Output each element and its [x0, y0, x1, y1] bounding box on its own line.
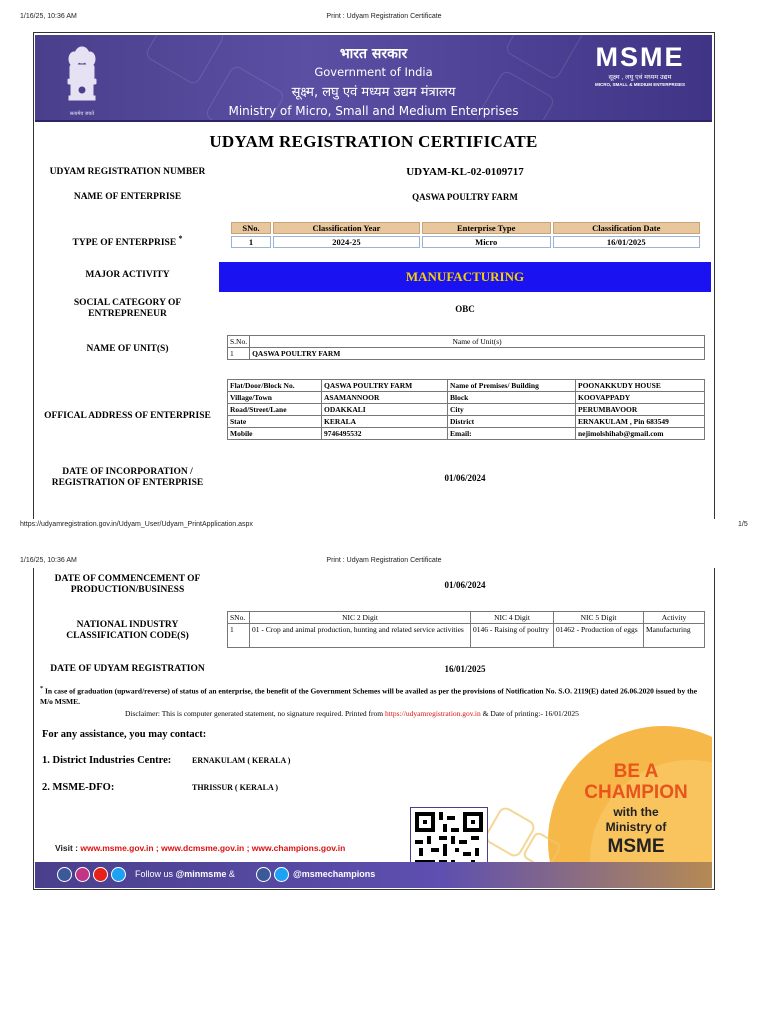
table-header: NIC 2 Digit: [250, 612, 471, 624]
champion-line5: MSME: [607, 836, 665, 857]
incorporation-label-line2: REGISTRATION OF ENTERPRISE: [51, 478, 204, 488]
certificate-title: UDYAM REGISTRATION CERTIFICATE: [209, 132, 538, 151]
handle-minmsme[interactable]: @minmsme: [175, 869, 227, 879]
reg-number-value: UDYAM-KL-02-0109717: [406, 166, 524, 178]
table-cell: 01 - Crop and animal production, hunting and related service activities: [250, 624, 471, 648]
enterprise-name-label: NAME OF ENTERPRISE: [73, 192, 182, 202]
msme-logo-hindi: सूक्ष्म , लघु एवं मध्यम उद्यम: [608, 74, 672, 81]
social-category-label-line1: SOCIAL CATEGORY OF: [73, 298, 182, 308]
assistance-heading: For any assistance, you may contact:: [42, 729, 207, 740]
table-cell: ERNAKULAM , Pin 683549: [576, 416, 705, 428]
facebook-icon[interactable]: [256, 867, 271, 882]
enterprise-type-mark: *: [178, 234, 183, 243]
table-cell: Name of Premises/ Building: [448, 380, 576, 392]
incorporation-value: 01/06/2024: [444, 473, 486, 483]
social-category-label: [40, 298, 215, 320]
follow-us: [135, 869, 235, 879]
print-footer-url[interactable]: https://udyamregistration.gov.in/Udyam_User/Udyam_PrintApplication.aspx: [20, 521, 253, 528]
table-header: NIC 5 Digit: [554, 612, 644, 624]
ministry-text: Ministry of Micro, Small and Medium Enterprises: [228, 104, 519, 118]
table-cell: 9746495532: [322, 428, 448, 440]
hindi-govt-text: भारत सरकार: [339, 46, 408, 62]
major-activity-value: MANUFACTURING: [219, 262, 711, 292]
visit-links[interactable]: www.msme.gov.in ; www.dcmsme.gov.in ; www.champions.gov.in: [80, 843, 346, 853]
twitter-icon[interactable]: [111, 867, 126, 882]
visit-label: Visit :: [55, 843, 81, 853]
units-label: NAME OF UNIT(S): [86, 344, 169, 354]
table-cell: State: [228, 416, 322, 428]
footnote-text: In case of graduation (upward/reverse) of status of an enterprise, the benefit of the Government Schemes will be availed as per the provisions of Notification No. S.O. 2119(E) dated 26.06.2020 issued by the M/o MSME.: [40, 686, 698, 706]
instagram-icon[interactable]: [75, 867, 90, 882]
commencement-label-line2: PRODUCTION/BUSINESS: [70, 585, 185, 595]
commencement-value: 01/06/2024: [444, 580, 486, 590]
table-cell: Mobile: [228, 428, 322, 440]
dic-value: ERNAKULAM ( KERALA ): [192, 756, 291, 765]
table-cell: KERALA: [322, 416, 448, 428]
enterprise-type-table: [229, 220, 702, 250]
udyam-date-value: 16/01/2025: [444, 664, 486, 674]
champion-line1: BE A: [613, 761, 659, 782]
nic-label-line1: NATIONAL INDUSTRY: [76, 620, 179, 630]
footnote-mark: *: [40, 685, 44, 692]
table-cell: Micro: [422, 236, 551, 248]
table-header: SNo.: [228, 612, 250, 624]
table-cell: District: [448, 416, 576, 428]
visit-line: [55, 843, 345, 853]
dfo-value: THRISSUR ( KERALA ): [192, 783, 279, 792]
table-cell: Email:: [448, 428, 576, 440]
hindi-ministry-text: सूक्ष्म, लघु एवं मध्यम उद्यम मंत्रालय: [291, 85, 456, 100]
table-row: [228, 404, 705, 416]
twitter-icon[interactable]: [274, 867, 289, 882]
table-header: Classification Date: [553, 222, 701, 234]
table-header: Activity: [644, 612, 705, 624]
footnote: [40, 684, 708, 707]
emblem-caption: सत्यमेव जयते: [69, 111, 95, 117]
msme-logo-text: MSME: [595, 42, 685, 72]
page2-print-datetime: 1/16/25, 10:36 AM: [20, 557, 77, 564]
table-cell: 2024-25: [273, 236, 420, 248]
enterprise-name-value: QASWA POULTRY FARM: [412, 192, 518, 202]
table-header: NIC 4 Digit: [471, 612, 554, 624]
table-cell: QASWA POULTRY FARM: [322, 380, 448, 392]
incorporation-label-line1: DATE OF INCORPORATION /: [62, 467, 193, 477]
follow-label: Follow us: [135, 869, 174, 879]
table-cell: POONAKKUDY HOUSE: [576, 380, 705, 392]
table-row: [228, 348, 705, 360]
msme-logo-sub: MICRO, SMALL & MEDIUM ENTERPRISES: [595, 82, 685, 87]
table-header: Enterprise Type: [422, 222, 551, 234]
table-cell: Road/Street/Lane: [228, 404, 322, 416]
table-cell: Village/Town: [228, 392, 322, 404]
enterprise-type-label-text: TYPE OF ENTERPRISE: [72, 238, 177, 249]
champion-line3: with the: [613, 805, 659, 819]
table-cell: 1: [228, 348, 250, 360]
nic-header-row: [228, 612, 705, 624]
table-cell: 1: [231, 236, 271, 248]
table-cell: PERUMBAVOOR: [576, 404, 705, 416]
enterprise-type-header-row: [231, 222, 700, 234]
table-header: Classification Year: [273, 222, 420, 234]
disclaimer-link[interactable]: https://udyamregistration.gov.in: [385, 709, 481, 718]
ampersand: &: [228, 869, 235, 879]
table-row: [228, 428, 705, 440]
table-cell: ODAKKALI: [322, 404, 448, 416]
table-cell: Manufacturing: [644, 624, 705, 648]
table-cell: 16/01/2025: [553, 236, 701, 248]
enterprise-type-label: [40, 233, 215, 249]
table-cell: 1: [228, 624, 250, 648]
msme-logo: [586, 43, 694, 87]
incorporation-label: [40, 467, 215, 489]
table-cell: Block: [448, 392, 576, 404]
youtube-icon[interactable]: [93, 867, 108, 882]
table-row: [228, 392, 705, 404]
address-label: OFFICAL ADDRESS OF ENTERPRISE: [44, 411, 211, 421]
social-category-label-line2: ENTREPRENEUR: [88, 309, 167, 319]
print-datetime: 1/16/25, 10:36 AM: [20, 13, 77, 20]
table-cell: Flat/Door/Block No.: [228, 380, 322, 392]
table-cell: QASWA POULTRY FARM: [250, 348, 705, 360]
nic-label-line2: CLASSIFICATION CODE(S): [66, 631, 189, 641]
dic-label: 1. District Industries Centre:: [42, 755, 172, 766]
table-row: [228, 380, 705, 392]
table-header: SNo.: [231, 222, 271, 234]
facebook-icon[interactable]: [57, 867, 72, 882]
major-activity-label: MAJOR ACTIVITY: [85, 270, 170, 280]
social-icons-group-2: [256, 867, 289, 882]
table-header: Name of Unit(s): [250, 336, 705, 348]
email-value: nejimolshihab@gmail.com: [576, 428, 705, 440]
nic-table: [227, 611, 705, 648]
table-row: [228, 416, 705, 428]
commencement-label-line1: DATE OF COMMENCEMENT OF: [54, 574, 201, 584]
social-category-value: OBC: [455, 304, 475, 314]
units-header-row: [228, 336, 705, 348]
govt-banner: [35, 35, 712, 122]
table-row: [231, 236, 700, 248]
social-footer-bar: [35, 862, 712, 888]
table-cell: KOOVAPPADY: [576, 392, 705, 404]
disclaimer-post: & Date of printing:- 16/01/2025: [480, 709, 579, 718]
dfo-label: 2. MSME-DFO:: [42, 782, 115, 793]
govt-of-india-text: Government of India: [314, 65, 433, 79]
table-header: S.No.: [228, 336, 250, 348]
table-cell: ASAMANNOOR: [322, 392, 448, 404]
table-cell: City: [448, 404, 576, 416]
nic-label: [40, 620, 215, 642]
table-cell: 01462 - Production of eggs: [554, 624, 644, 648]
commencement-label: [40, 574, 215, 596]
reg-number-label: UDYAM REGISTRATION NUMBER: [49, 167, 206, 177]
champion-line4: Ministry of: [605, 820, 667, 834]
handle-msmechampions[interactable]: @msmechampions: [293, 869, 376, 879]
print-title: Print : Udyam Registration Certificate: [326, 13, 442, 20]
table-cell: 0146 - Raising of poultry: [471, 624, 554, 648]
disclaimer-pre: Disclaimer: This is computer generated statement, no signature required. Printed from: [125, 709, 385, 718]
social-icons-group-1: [57, 867, 126, 882]
champion-text: [560, 762, 712, 856]
address-table: [227, 379, 705, 440]
print-footer-page: 1/5: [738, 521, 748, 528]
disclaimer: [125, 709, 725, 718]
table-row: [228, 624, 705, 648]
udyam-date-label: DATE OF UDYAM REGISTRATION: [50, 664, 205, 674]
champion-line2: CHAMPION: [584, 782, 688, 803]
units-table: [227, 335, 705, 360]
page2-print-title: Print : Udyam Registration Certificate: [326, 557, 442, 564]
